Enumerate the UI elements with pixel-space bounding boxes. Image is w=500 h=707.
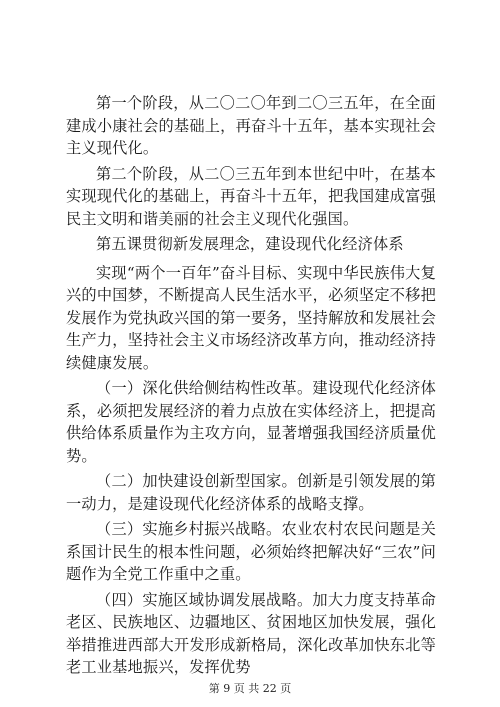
- paragraph-item-1: （一）深化供给侧结构性改革。建设现代化经济体系，必须把发展经济的着力点放在实体经济上，把提高供给体系质量作为主攻方向，显著增强我国经济质量优势。: [66, 379, 436, 465]
- paragraph-stage-two: 第二个阶段，从二〇三五年到本世纪中叶，在基本实现现代化的基础上，再奋斗十五年，把我国建成富强民主文明和谐美丽的社会主义现代化强国。: [66, 164, 436, 228]
- paragraph-item-4: （四）实施区域协调发展战略。加大力度支持革命老区、民族地区、边疆地区、贫困地区加快发展，强化举措推进西部大开发形成新格局，深化改革加快东北等老工业基地振兴，发挥优势: [66, 590, 436, 676]
- section-heading: 第五课贯彻新发展理念，建设现代化经济体系: [96, 235, 404, 253]
- paragraph-item-3: （三）实施乡村振兴战略。农业农村农民问题是关系国计民生的根本性问题，必须始终把解决好“三农”问题作为全党工作重中之重。: [66, 520, 436, 583]
- document-body: [66, 92, 436, 682]
- paragraph-intro: 实现“两个一百年”奋斗目标、实现中华民族伟大复兴的中国梦，不断提高人民生活水平，必须坚定不移把发展作为党执政兴国的第一要务，坚持解放和发展社会生产力，坚持社会主义市场经济改革方向，推动经济持续健康发展。: [66, 263, 436, 372]
- page-footer: 第 9 页 共 22 页: [208, 682, 292, 695]
- paragraph-item-2: （二）加快建设创新型国家。创新是引领发展的第一动力，是建设现代化经济体系的战略支撑。: [66, 472, 436, 513]
- paragraph-stage-one: 第一个阶段，从二〇二〇年到二〇三五年，在全面建成小康社会的基础上，再奋斗十五年，基本实现社会主义现代化。: [66, 94, 436, 157]
